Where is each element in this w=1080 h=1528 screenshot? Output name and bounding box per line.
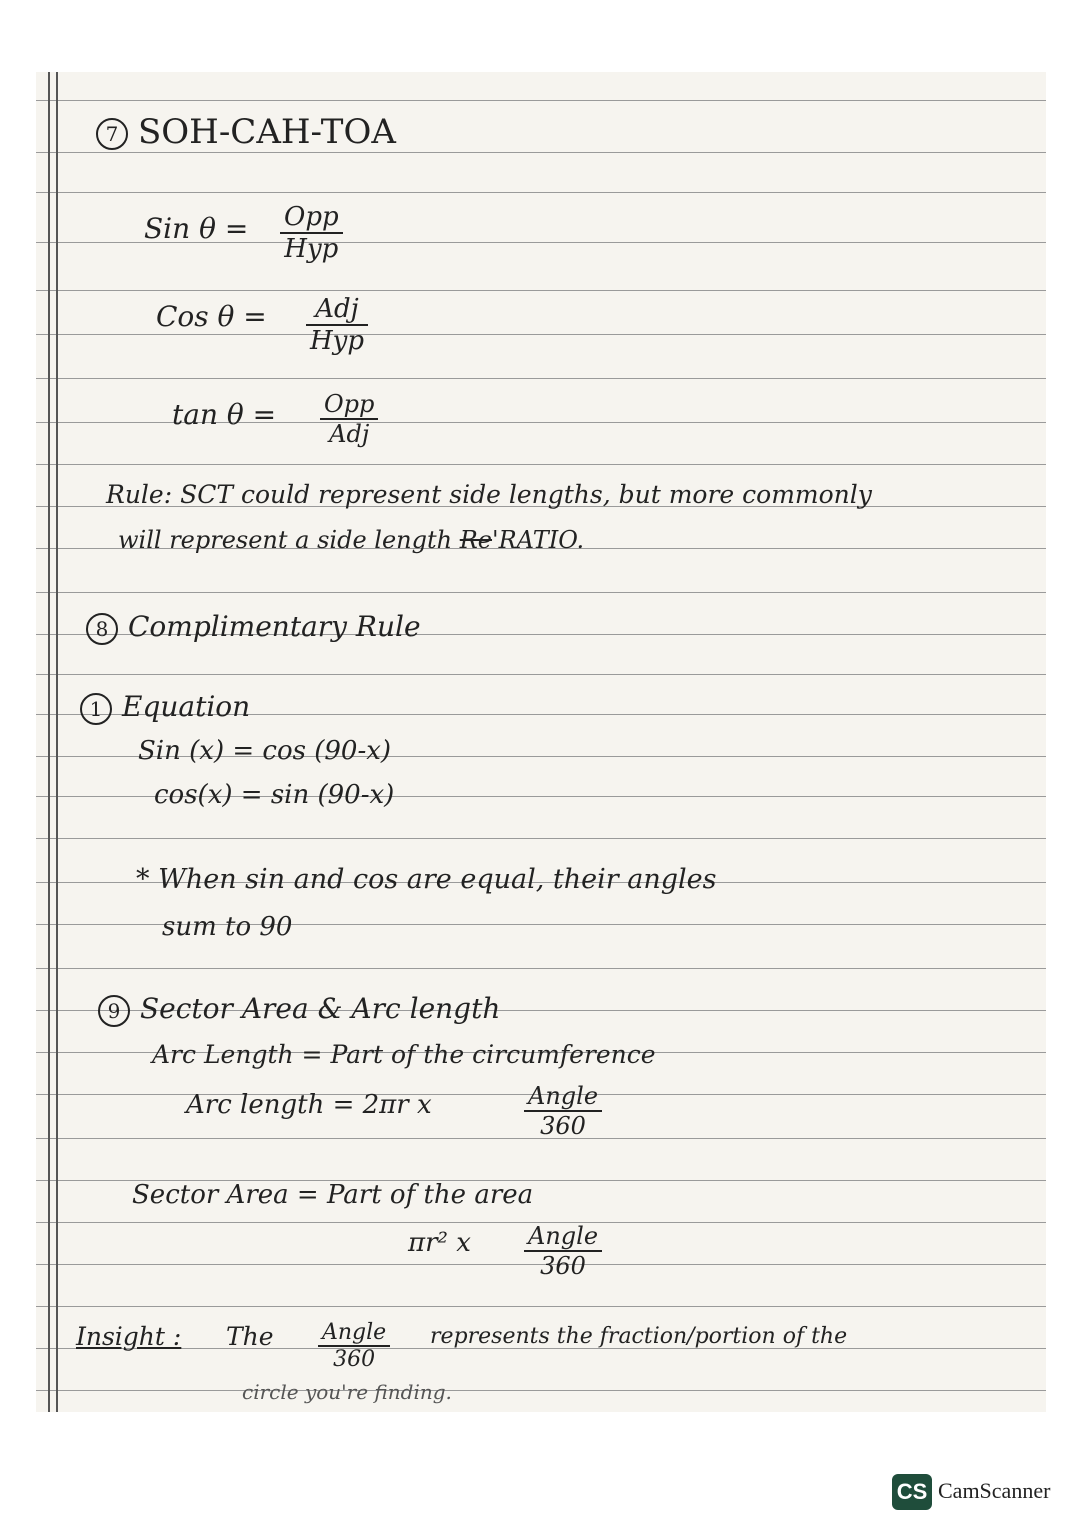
sector-area-definition: Sector Area = Part of the area (132, 1180, 534, 1210)
rule-line-2-text: will represent a side length (118, 526, 453, 554)
equation-2: cos(x) = sin (90-x) (154, 780, 395, 810)
ruled-line (36, 152, 1046, 153)
section-title: Complimentary Rule (128, 610, 421, 643)
arc-numerator: Angle (524, 1082, 602, 1112)
sin-denominator: Hyp (284, 234, 339, 264)
tan-numerator: Opp (320, 390, 378, 420)
ruled-line (36, 192, 1046, 193)
section-7-heading (96, 112, 396, 152)
ruled-line (36, 464, 1046, 465)
tan-denominator: Adj (329, 420, 370, 448)
section-number: 7 (96, 118, 128, 150)
arc-denominator: 360 (540, 1112, 586, 1140)
rule-line-2 (118, 526, 584, 554)
ruled-line (36, 968, 1046, 969)
insight-fraction (318, 1320, 390, 1372)
insight-label: Insight : (76, 1322, 182, 1351)
rule-line-2-ratio: 'RATIO. (492, 526, 585, 554)
note-line-1: * When sin and cos are equal, their angles (136, 864, 717, 895)
arc-length-fraction (524, 1082, 602, 1140)
sin-fraction (280, 202, 343, 264)
ruled-line (36, 1390, 1046, 1391)
rule-line-2-struck: Re (459, 526, 493, 554)
cos-lhs: Cos θ = (156, 300, 267, 333)
sin-lhs: Sin θ = (144, 212, 249, 245)
ruled-line (36, 100, 1046, 101)
ruled-line (36, 592, 1046, 593)
insight-denominator: 360 (333, 1347, 376, 1372)
ruled-line (36, 1306, 1046, 1307)
margin-line (56, 72, 58, 1412)
sector-area-fraction (524, 1222, 602, 1280)
subsection-1-heading (80, 690, 250, 725)
subsection-title: Equation (122, 690, 251, 723)
equation-1: Sin (x) = cos (90-x) (138, 736, 392, 766)
insight-line-2: circle you're finding. (242, 1380, 452, 1404)
insight-text-the: The (226, 1322, 274, 1351)
tan-fraction (320, 390, 378, 448)
section-9-heading (98, 992, 500, 1027)
tan-lhs: tan θ = (172, 398, 277, 431)
insight-text: represents the fraction/portion of the (430, 1324, 848, 1349)
sector-numerator: Angle (524, 1222, 602, 1252)
ruled-line (36, 674, 1046, 675)
cos-fraction (306, 294, 368, 356)
arc-length-formula: Arc length = 2πr x (186, 1090, 432, 1120)
section-title: Sector Area & Arc length (140, 992, 501, 1025)
section-8-heading (86, 610, 421, 645)
subsection-number: 1 (80, 693, 112, 725)
section-number: 8 (86, 613, 118, 645)
margin-line (48, 72, 50, 1412)
rule-line-1: Rule: SCT could represent side lengths, but more commonly (106, 480, 872, 509)
section-number: 9 (98, 995, 130, 1027)
insight-numerator: Angle (318, 1320, 390, 1347)
camscanner-logo: CS (892, 1474, 932, 1510)
ruled-line (36, 290, 1046, 291)
ruled-line (36, 378, 1046, 379)
arc-length-definition: Arc Length = Part of the circumference (152, 1040, 656, 1069)
sector-area-formula: πr² x (408, 1228, 471, 1258)
sin-numerator: Opp (280, 202, 343, 234)
camscanner-wordmark: CamScanner (938, 1478, 1051, 1503)
sector-denominator: 360 (540, 1252, 586, 1280)
cos-denominator: Hyp (310, 326, 365, 356)
ruled-line (36, 838, 1046, 839)
note-line-2: sum to 90 (162, 912, 293, 942)
notebook-page (36, 72, 1046, 1412)
cos-numerator: Adj (306, 294, 368, 326)
section-title: SOH-CAH-TOA (138, 112, 396, 152)
ruled-line (36, 334, 1046, 335)
